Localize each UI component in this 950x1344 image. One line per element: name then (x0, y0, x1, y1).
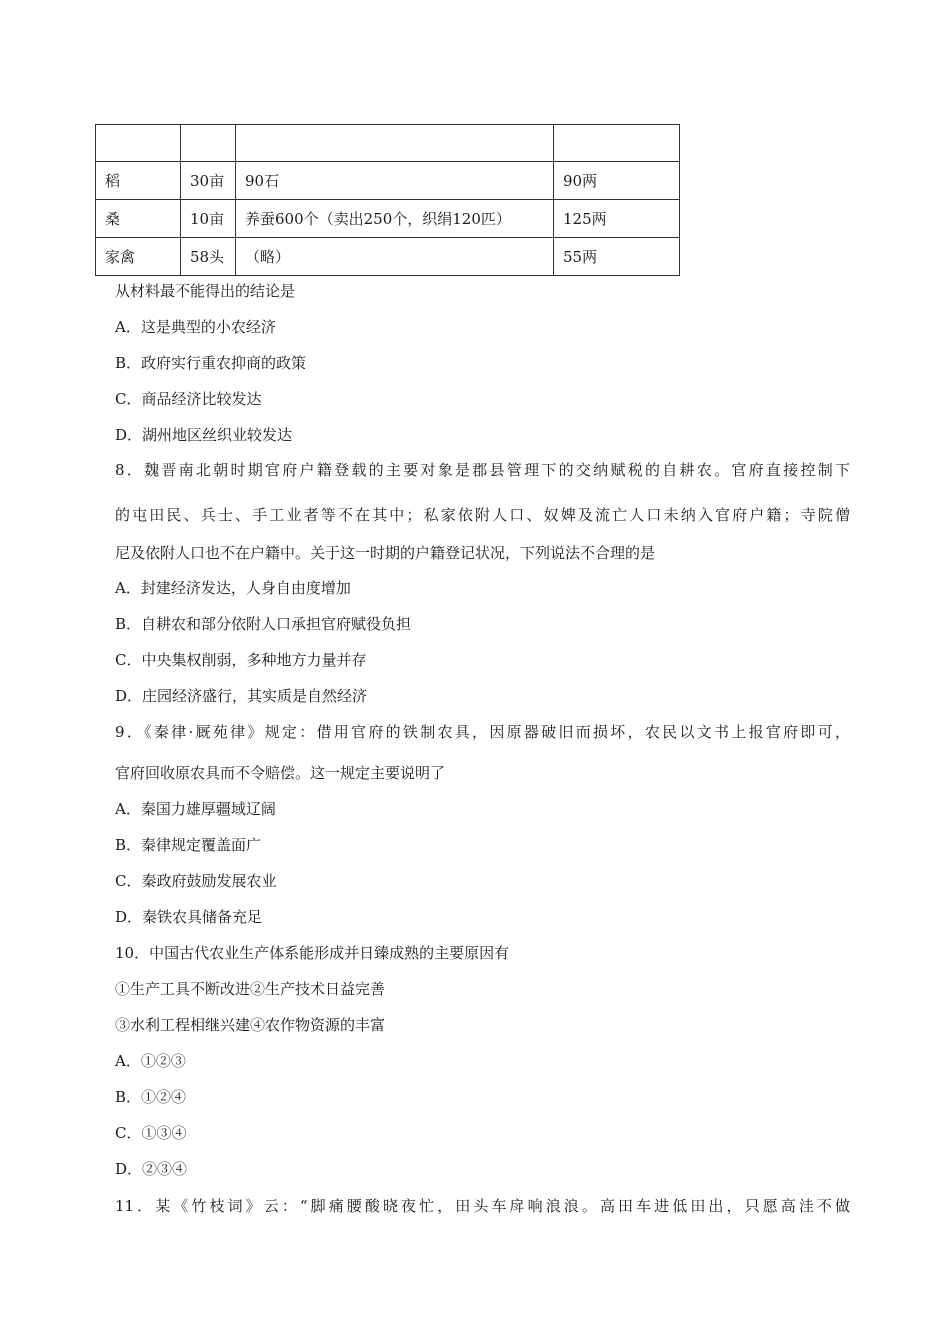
table-cell: 家禽 (96, 238, 181, 276)
q11-stem-line: 11．某《竹枝词》云：“脚痛腰酸晓夜忙，田头车戽响浪浪。高田车进低田出，只愿高洼不做 (115, 1197, 850, 1215)
q9-stem-line: 9．《秦律·厩苑律》规定：借用官府的铁制农具，因原器破旧而损坏，农民以文书上报官府即可， (115, 723, 850, 741)
table-cell: 30亩 (181, 162, 236, 200)
q7-option-b: B．政府实行重农抑商的政策 (115, 354, 307, 372)
q10-option-c: C．①③④ (115, 1124, 187, 1142)
q7-option-c: C．商品经济比较发达 (115, 390, 262, 408)
table-cell: （略） (236, 238, 554, 276)
q10-option-b: B．①②④ (115, 1088, 187, 1106)
q7-stem: 从材料最不能得出的结论是 (115, 282, 296, 300)
table-cell: 90石 (236, 162, 554, 200)
q9-option-c: C．秦政府鼓励发展农业 (115, 872, 277, 890)
table-cell: 10亩 (181, 200, 236, 238)
q9-option-d: D．秦铁农具储备充足 (115, 908, 263, 926)
table-row (96, 162, 680, 200)
q7-option-d: D．湖州地区丝织业较发达 (115, 426, 293, 444)
q10-option-a: A．①②③ (115, 1052, 186, 1070)
table-cell: 养蚕600个（卖出250个，织绢120匹） (236, 200, 554, 238)
q10-option-d: D．②③④ (115, 1160, 188, 1178)
q9-stem-line: 官府回收原农具而不令赔偿。这一规定主要说明了 (115, 764, 446, 782)
q10-stem-line: 10．中国古代农业生产体系能形成并日臻成熟的主要原因有 (115, 944, 510, 962)
table-cell (236, 125, 554, 162)
q8-option-b: B．自耕农和部分依附人口承担官府赋役负担 (115, 615, 412, 633)
q8-option-c: C．中央集权削弱，多种地方力量并存 (115, 651, 367, 669)
q9-option-b: B．秦律规定覆盖面广 (115, 836, 262, 854)
table-cell (181, 125, 236, 162)
farm-output-table (95, 124, 680, 276)
table-row (96, 200, 680, 238)
table-cell: 55两 (554, 238, 680, 276)
table-cell: 90两 (554, 162, 680, 200)
q8-stem-line: 8．魏晋南北朝时期官府户籍登载的主要对象是郡县管理下的交纳赋税的自耕农。官府直接控制下 (115, 461, 850, 479)
table-header-row (96, 125, 680, 162)
table-cell: 58头 (181, 238, 236, 276)
q10-statement-line: ①生产工具不断改进②生产技术日益完善 (115, 980, 386, 998)
table-cell (554, 125, 680, 162)
q10-statement-line: ③水利工程相继兴建④农作物资源的丰富 (115, 1016, 386, 1034)
table-cell (96, 125, 181, 162)
q8-option-a: A．封建经济发达，人身自由度增加 (115, 579, 351, 597)
q8-option-d: D．庄园经济盛行，其实质是自然经济 (115, 687, 368, 705)
table-cell: 125两 (554, 200, 680, 238)
table-cell: 桑 (96, 200, 181, 238)
q8-stem-line: 尼及依附人口也不在户籍中。关于这一时期的户籍登记状况，下列说法不合理的是 (115, 544, 656, 562)
table-row (96, 238, 680, 276)
q9-option-a: A．秦国力雄厚疆域辽阔 (115, 800, 276, 818)
table-cell: 稻 (96, 162, 181, 200)
q7-option-a: A．这是典型的小农经济 (115, 318, 276, 336)
q8-stem-line: 的屯田民、兵士、手工业者等不在其中；私家依附人口、奴婢及流亡人口未纳入官府户籍；寺院僧 (115, 506, 850, 524)
